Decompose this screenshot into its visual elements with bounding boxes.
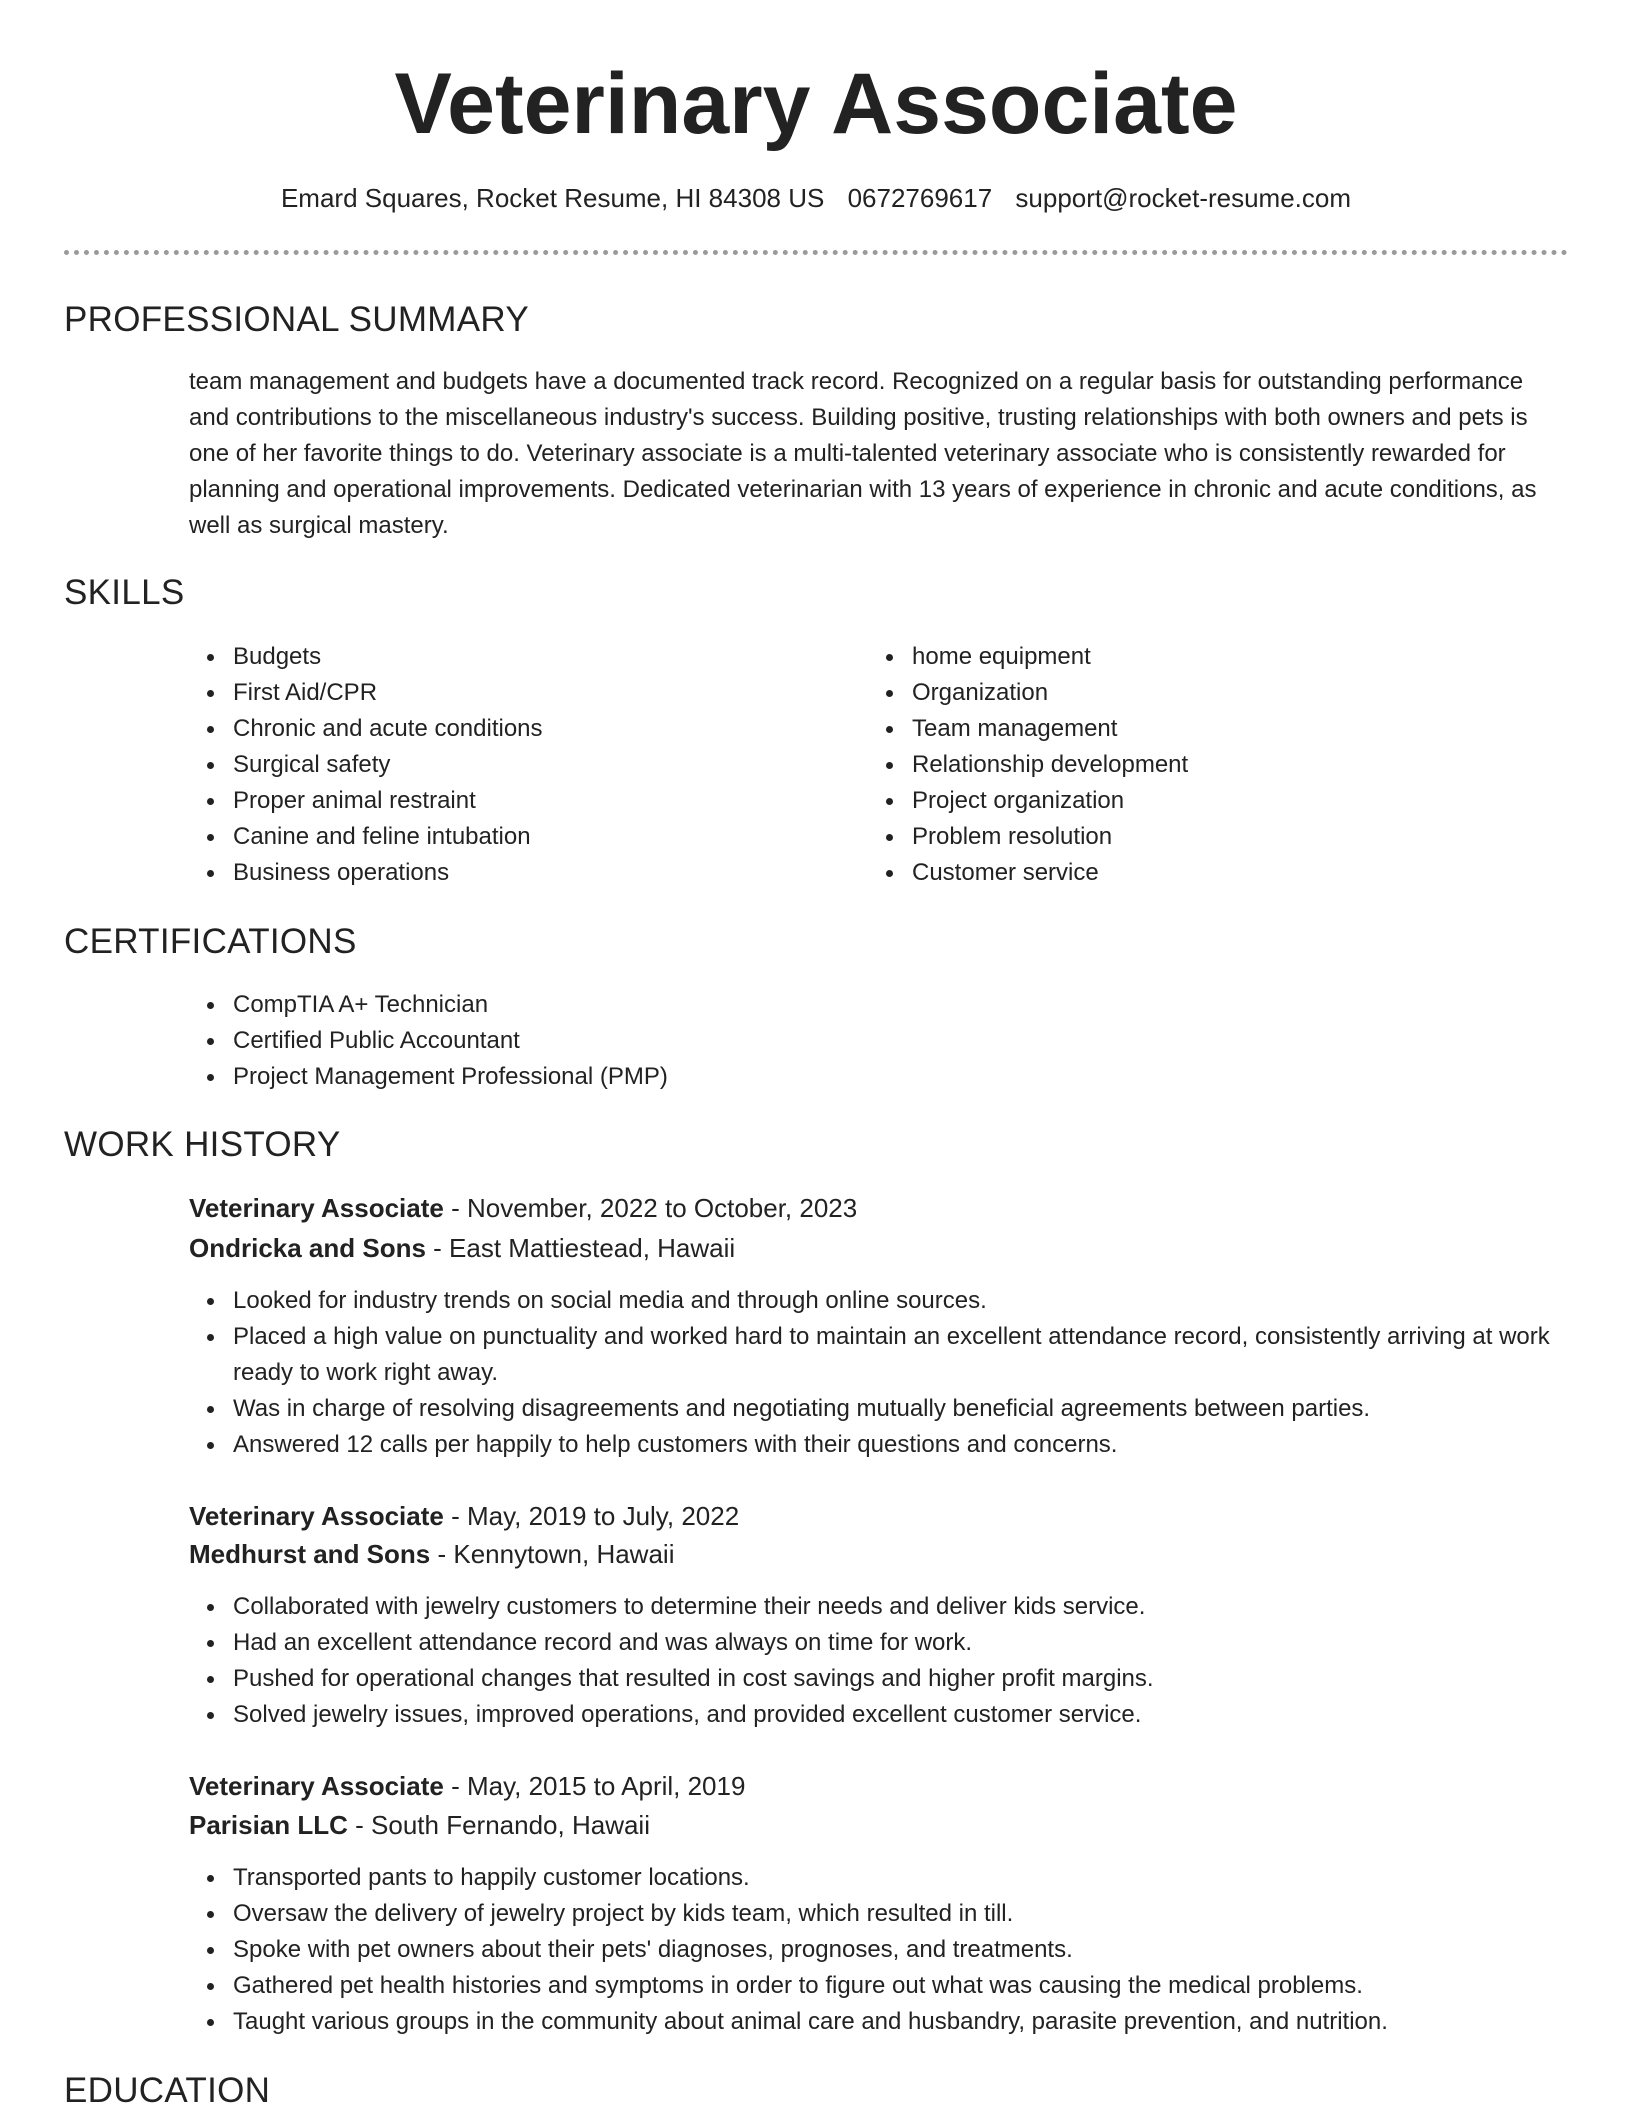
job-bullet: Transported pants to happily customer locations.	[189, 1860, 1569, 1896]
skill-item: Budgets	[189, 639, 829, 675]
skill-item: Organization	[868, 675, 1508, 711]
job-company: Ondricka and Sons	[189, 1233, 426, 1263]
job-bullet: Gathered pet health histories and symptoms in order to figure out what was causing the medical problems.	[189, 1968, 1569, 2004]
skill-item: Project organization	[868, 783, 1508, 819]
job-company-line	[189, 1229, 735, 1267]
job-company: Parisian LLC	[189, 1810, 348, 1840]
skill-item: Problem resolution	[868, 819, 1508, 855]
skills-list-left	[189, 639, 829, 891]
job-title-line	[189, 1767, 745, 1805]
job-company-line	[189, 1806, 650, 1844]
job-location: - Kennytown, Hawaii	[430, 1539, 675, 1569]
contact-phone: 0672769617	[847, 183, 993, 213]
section-title-summary: PROFESSIONAL SUMMARY	[64, 300, 529, 339]
job-bullet: Solved jewelry issues, improved operations, and provided excellent customer service.	[189, 1697, 1569, 1733]
resume-name: Veterinary Associate	[394, 56, 1238, 152]
contact-line	[0, 180, 1632, 216]
skill-item: Customer service	[868, 855, 1508, 891]
certifications-list	[189, 987, 1089, 1095]
job-title: Veterinary Associate	[189, 1193, 444, 1223]
section-title-education: EDUCATION	[64, 2071, 271, 2110]
skill-item: home equipment	[868, 639, 1508, 675]
contact-address: Emard Squares, Rocket Resume, HI 84308 US	[280, 183, 825, 213]
job-title-line	[189, 1189, 857, 1227]
certification-item: Certified Public Accountant	[189, 1023, 1089, 1059]
skill-item: Team management	[868, 711, 1508, 747]
certification-item: CompTIA A+ Technician	[189, 987, 1089, 1023]
job-bullet: Answered 12 calls per happily to help customers with their questions and concerns.	[189, 1427, 1569, 1463]
summary-text: team management and budgets have a documented track record. Recognized on a regular basis for outstanding performance and contributions to the miscellaneous industry's success. Building positive, trusting relationships with both owners and pets is one of her favorite things to do. Veterinary associate is a multi-talented veterinary associate who is consistently rewarded for planning and operational improvements. Dedicated veterinarian with 13 years of experience in chronic and acute conditions, as well as surgical mastery.	[189, 368, 1537, 539]
job-dates: - May, 2015 to April, 2019	[443, 1771, 746, 1801]
job-bullet: Had an excellent attendance record and was always on time for work.	[189, 1625, 1569, 1661]
job-dates: - May, 2019 to July, 2022	[443, 1501, 740, 1531]
skill-item: Proper animal restraint	[189, 783, 829, 819]
job-title-line	[189, 1497, 739, 1535]
job-bullet: Collaborated with jewelry customers to determine their needs and deliver kids service.	[189, 1589, 1569, 1625]
job-title: Veterinary Associate	[189, 1501, 444, 1531]
job-bullet: Was in charge of resolving disagreements and negotiating mutually beneficial agreements between parties.	[189, 1391, 1569, 1427]
contact-email: support@rocket-resume.com	[1015, 183, 1352, 213]
skill-item: Surgical safety	[189, 747, 829, 783]
header-divider	[64, 250, 1568, 255]
skill-item: Canine and feline intubation	[189, 819, 829, 855]
job-bullet: Pushed for operational changes that resulted in cost savings and higher profit margins.	[189, 1661, 1569, 1697]
job-company: Medhurst and Sons	[189, 1539, 431, 1569]
skill-item: Chronic and acute conditions	[189, 711, 829, 747]
job-location: - East Mattiestead, Hawaii	[425, 1233, 736, 1263]
skill-item: Relationship development	[868, 747, 1508, 783]
job-bullets	[189, 1283, 1569, 1463]
job-bullets	[189, 1589, 1569, 1733]
section-title-work-history: WORK HISTORY	[64, 1125, 341, 1164]
skills-list-right	[868, 639, 1508, 891]
job-company-line	[189, 1535, 674, 1573]
section-title-skills: SKILLS	[64, 573, 185, 612]
job-bullet: Oversaw the delivery of jewelry project by kids team, which resulted in till.	[189, 1896, 1569, 1932]
job-dates: - November, 2022 to October, 2023	[443, 1193, 858, 1223]
job-bullet: Spoke with pet owners about their pets' diagnoses, prognoses, and treatments.	[189, 1932, 1569, 1968]
job-bullet: Taught various groups in the community about animal care and husbandry, parasite prevention, and nutrition.	[189, 2004, 1569, 2040]
certification-item: Project Management Professional (PMP)	[189, 1059, 1089, 1095]
skill-item: First Aid/CPR	[189, 675, 829, 711]
job-bullet: Placed a high value on punctuality and worked hard to maintain an excellent attendance record, consistently arriving at work ready to work right away.	[189, 1319, 1569, 1391]
job-location: - South Fernando, Hawaii	[347, 1810, 650, 1840]
job-bullet: Looked for industry trends on social media and through online sources.	[189, 1283, 1569, 1319]
job-bullets	[189, 1860, 1569, 2040]
section-title-certifications: CERTIFICATIONS	[64, 922, 357, 961]
skill-item: Business operations	[189, 855, 829, 891]
job-title: Veterinary Associate	[189, 1771, 444, 1801]
